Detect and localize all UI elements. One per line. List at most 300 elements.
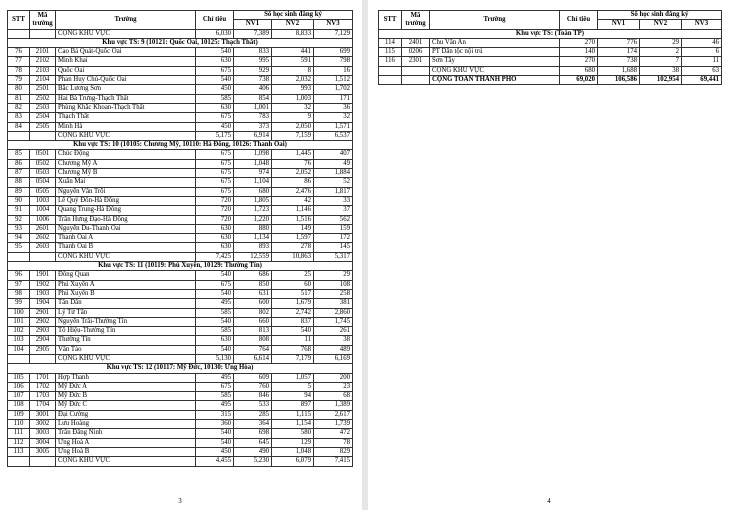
row-nv2: 149 (272, 224, 314, 233)
total-nv2: 8,833 (272, 29, 314, 38)
row-stt: 96 (8, 271, 30, 280)
row-stt: 90 (8, 196, 30, 205)
row-quota: 675 (196, 280, 234, 289)
row-stt: 97 (8, 280, 30, 289)
empty-cell (8, 354, 30, 363)
row-school-name: Quốc Oai (56, 66, 196, 75)
row-school-code: 1006 (30, 215, 56, 224)
row-school-name: Mỹ Đức B (56, 392, 196, 401)
row-nv2: 1,057 (272, 373, 314, 382)
row-school-name: Chương Mỹ B (56, 169, 196, 178)
total-nv3: 6,537 (314, 131, 353, 140)
row-nv3: 258 (314, 289, 353, 298)
total-quota: 680 (560, 66, 598, 75)
total-quota: 7,425 (196, 252, 234, 261)
row-quota: 675 (196, 382, 234, 391)
row-nv1: 686 (234, 271, 272, 280)
region-header-row (8, 262, 353, 271)
col-stt: STT (379, 11, 402, 30)
row-nv3: 1,571 (314, 122, 353, 131)
row-quota: 630 (196, 234, 234, 243)
row-nv2: 2,742 (272, 308, 314, 317)
region-header-row (8, 141, 353, 150)
row-school-code: 2102 (30, 57, 56, 66)
table-row (8, 299, 353, 308)
row-nv2: 1,115 (272, 410, 314, 419)
empty-cell (379, 66, 402, 75)
row-nv3: 11 (682, 57, 722, 66)
subtotal-row (8, 457, 353, 466)
row-quota: 450 (196, 85, 234, 94)
row-nv2: 540 (272, 327, 314, 336)
row-quota: 315 (196, 410, 234, 419)
row-nv1: 1,048 (234, 159, 272, 168)
empty-cell (402, 76, 430, 85)
row-school-name: Mỹ Đức C (56, 401, 196, 410)
row-school-name: Thạch Thất (56, 113, 196, 122)
subtotal-row (8, 252, 353, 261)
table-row (379, 38, 722, 47)
row-nv2: 86 (272, 178, 314, 187)
left-table-body (8, 29, 353, 466)
row-nv1: 1,220 (234, 215, 272, 224)
row-stt: 106 (8, 382, 30, 391)
row-nv3: 489 (314, 345, 353, 354)
row-school-name: Hai Bà Trưng-Thạch Thất (56, 94, 196, 103)
row-nv2: 32 (272, 103, 314, 112)
table-row (8, 57, 353, 66)
row-school-code: 1702 (30, 382, 56, 391)
total-nv1: 106,586 (598, 76, 640, 85)
row-nv1: 764 (234, 345, 272, 354)
table-row (8, 420, 353, 429)
row-nv1: 808 (234, 336, 272, 345)
region-header-row (379, 29, 722, 38)
row-school-name: Lê Quý Đôn-Hà Đông (56, 196, 196, 205)
row-nv1: 680 (234, 187, 272, 196)
row-nv3: 68 (314, 392, 353, 401)
row-school-code: 2505 (30, 122, 56, 131)
row-stt: 84 (8, 122, 30, 131)
empty-cell (30, 29, 56, 38)
col-stt: STT (8, 11, 30, 30)
col-code: Mã trường (30, 11, 56, 30)
row-school-code: 0504 (30, 178, 56, 187)
row-stt: 93 (8, 224, 30, 233)
row-school-name: Phú Xuyên A (56, 280, 196, 289)
row-nv1: 490 (234, 447, 272, 456)
row-nv1: 813 (234, 327, 272, 336)
row-nv3: 78 (314, 438, 353, 447)
row-school-code: 3001 (30, 410, 56, 419)
row-nv1: 1,104 (234, 178, 272, 187)
subtotal-row (379, 66, 722, 75)
row-stt: 95 (8, 243, 30, 252)
table-row (8, 206, 353, 215)
row-stt: 77 (8, 57, 30, 66)
row-nv2: 2,032 (272, 76, 314, 85)
row-nv3: 381 (314, 299, 353, 308)
table-row (8, 410, 353, 419)
row-stt: 87 (8, 169, 30, 178)
row-nv1: 609 (234, 373, 272, 382)
region-title: Khu vực TS: 11 (10119: Phú Xuyên, 10129: Thường Tín) (8, 262, 353, 271)
row-school-name: Thanh Oai B (56, 243, 196, 252)
region-header-row (8, 364, 353, 373)
row-school-code: 2501 (30, 85, 56, 94)
row-nv2: 993 (272, 85, 314, 94)
row-school-name: Nguyễn Văn Trỗi (56, 187, 196, 196)
row-school-code: 2401 (402, 38, 430, 47)
row-nv3: 52 (314, 178, 353, 187)
row-quota: 140 (560, 48, 598, 57)
page-3 (0, 0, 362, 510)
row-stt: 115 (379, 48, 402, 57)
row-nv2: 837 (272, 317, 314, 326)
row-school-code: 0502 (30, 159, 56, 168)
row-school-name: Thường Tín (56, 336, 196, 345)
total-label: CỘNG TOÀN THÀNH PHỐ (430, 76, 560, 85)
table-row (8, 48, 353, 57)
row-school-name: Sơn Tây (430, 57, 560, 66)
total-nv3: 69,441 (682, 76, 722, 85)
row-quota: 540 (196, 48, 234, 57)
row-nv3: 1,512 (314, 76, 353, 85)
row-school-name: Phan Huy Chú-Quốc Oai (56, 76, 196, 85)
row-nv2: 129 (272, 438, 314, 447)
row-school-code: 3003 (30, 429, 56, 438)
row-nv3: 49 (314, 159, 353, 168)
row-nv1: 645 (234, 438, 272, 447)
col-quota: Chỉ tiêu (196, 11, 234, 30)
row-school-code: 2905 (30, 345, 56, 354)
row-nv1: 631 (234, 289, 272, 298)
empty-cell (402, 66, 430, 75)
row-stt: 109 (8, 410, 30, 419)
empty-cell (30, 131, 56, 140)
row-nv2: 441 (272, 48, 314, 57)
row-nv3: 1,884 (314, 169, 353, 178)
row-quota: 585 (196, 327, 234, 336)
row-stt: 112 (8, 438, 30, 447)
empty-cell (8, 457, 30, 466)
row-nv1: 1,805 (234, 196, 272, 205)
row-school-name: Chương Mỹ A (56, 159, 196, 168)
row-school-code: 3002 (30, 420, 56, 429)
col-school: Trường (56, 11, 196, 30)
row-school-name: Phùng Khắc Khoan-Thạch Thất (56, 103, 196, 112)
region-title: Khu vực TS: 12 (10117: Mỹ Đức, 10130: Ứng Hòa) (8, 364, 353, 373)
row-nv1: 406 (234, 85, 272, 94)
row-nv3: 171 (314, 94, 353, 103)
total-label: CỘNG KHU VỰC (56, 131, 196, 140)
table-row (8, 196, 353, 205)
row-quota: 540 (196, 289, 234, 298)
table-row (8, 150, 353, 159)
row-school-code: 0501 (30, 150, 56, 159)
row-school-code: 2301 (402, 57, 430, 66)
row-stt: 102 (8, 327, 30, 336)
row-nv3: 472 (314, 429, 353, 438)
row-stt: 116 (379, 57, 402, 66)
row-nv3: 1,745 (314, 317, 353, 326)
row-stt: 110 (8, 420, 30, 429)
row-nv3: 32 (314, 113, 353, 122)
row-quota: 675 (196, 178, 234, 187)
total-label: CỘNG KHU VỰC (56, 354, 196, 363)
row-quota: 585 (196, 94, 234, 103)
row-nv3: 38 (314, 336, 353, 345)
total-nv3: 63 (682, 66, 722, 75)
row-stt: 99 (8, 299, 30, 308)
total-nv2: 6,079 (272, 457, 314, 466)
row-stt: 79 (8, 76, 30, 85)
table-row (8, 447, 353, 456)
row-school-name: Đồng Quan (56, 271, 196, 280)
row-stt: 108 (8, 401, 30, 410)
row-nv3: 1,389 (314, 401, 353, 410)
col-nv2: NV2 (640, 20, 682, 29)
total-quota: 69,020 (560, 76, 598, 85)
row-nv2: 1,516 (272, 215, 314, 224)
subtotal-row (8, 354, 353, 363)
row-school-code: 1904 (30, 299, 56, 308)
col-nv1: NV1 (598, 20, 640, 29)
row-school-code: 2901 (30, 308, 56, 317)
row-school-code: 3004 (30, 438, 56, 447)
row-quota: 270 (560, 38, 598, 47)
row-stt: 105 (8, 373, 30, 382)
row-school-code: 2503 (30, 103, 56, 112)
row-quota: 630 (196, 103, 234, 112)
row-quota: 540 (196, 429, 234, 438)
row-nv1: 174 (598, 48, 640, 57)
row-school-name: Bắc Lương Sơn (56, 85, 196, 94)
row-stt: 104 (8, 345, 30, 354)
empty-cell (30, 457, 56, 466)
total-nv1: 1,688 (598, 66, 640, 75)
row-nv3: 699 (314, 48, 353, 57)
row-school-name: Minh Khai (56, 57, 196, 66)
row-school-code: 0503 (30, 169, 56, 178)
row-quota: 495 (196, 299, 234, 308)
row-school-name: Lưu Hoàng (56, 420, 196, 429)
empty-cell (8, 252, 30, 261)
row-school-name: Nguyễn Du-Thanh Oai (56, 224, 196, 233)
row-nv1: 760 (234, 382, 272, 391)
row-school-code: 2904 (30, 336, 56, 345)
row-nv1: 1,001 (234, 103, 272, 112)
row-quota: 630 (196, 57, 234, 66)
row-nv2: 591 (272, 57, 314, 66)
col-registered: Số học sinh đăng ký (234, 11, 353, 20)
row-quota: 540 (196, 345, 234, 354)
table-row (8, 76, 353, 85)
row-nv3: 562 (314, 215, 353, 224)
row-school-name: Quang Trung-Hà Đông (56, 206, 196, 215)
table-row (8, 122, 353, 131)
row-quota: 675 (196, 150, 234, 159)
row-quota: 675 (196, 113, 234, 122)
total-quota: 5,175 (196, 131, 234, 140)
table-row (8, 94, 353, 103)
row-quota: 585 (196, 308, 234, 317)
row-nv1: 738 (598, 57, 640, 66)
table-row (8, 345, 353, 354)
row-quota: 540 (196, 76, 234, 85)
row-nv1: 600 (234, 299, 272, 308)
row-nv2: 8 (272, 66, 314, 75)
page-number-3: 3 (178, 497, 182, 505)
grand-total-row (379, 76, 722, 85)
row-nv2: 5 (272, 382, 314, 391)
row-school-name: Phú Xuyên B (56, 289, 196, 298)
row-stt: 107 (8, 392, 30, 401)
row-quota: 720 (196, 215, 234, 224)
left-table (7, 10, 353, 467)
total-nv3: 5,317 (314, 252, 353, 261)
row-school-name: Chúc Động (56, 150, 196, 159)
row-nv3: 23 (314, 382, 353, 391)
empty-cell (8, 29, 30, 38)
row-nv3: 36 (314, 103, 353, 112)
row-nv1: 738 (234, 76, 272, 85)
table-row (8, 438, 353, 447)
table-row (8, 113, 353, 122)
row-school-name: Nguyễn Trãi-Thường Tín (56, 317, 196, 326)
table-row (8, 280, 353, 289)
row-school-code: 2101 (30, 48, 56, 57)
table-row (8, 243, 353, 252)
row-nv2: 1,003 (272, 94, 314, 103)
row-school-code: 2903 (30, 327, 56, 336)
total-nv2: 10,863 (272, 252, 314, 261)
row-school-code: 1901 (30, 271, 56, 280)
region-title: Khu vực TS: 9 (10121: Quốc Oai, 10125: Thạch Thất) (8, 38, 353, 47)
row-stt: 81 (8, 94, 30, 103)
row-stt: 98 (8, 289, 30, 298)
col-nv3: NV3 (314, 20, 353, 29)
row-nv2: 1,597 (272, 234, 314, 243)
col-quota: Chỉ tiêu (560, 11, 598, 30)
row-stt: 80 (8, 85, 30, 94)
row-quota: 540 (196, 317, 234, 326)
row-nv3: 46 (682, 38, 722, 47)
row-quota: 540 (196, 438, 234, 447)
row-nv1: 285 (234, 410, 272, 419)
total-nv3: 7,129 (314, 29, 353, 38)
row-school-name: Tân Dân (56, 299, 196, 308)
row-quota: 495 (196, 373, 234, 382)
row-stt: 83 (8, 113, 30, 122)
row-stt: 82 (8, 103, 30, 112)
row-nv1: 802 (234, 308, 272, 317)
row-nv3: 33 (314, 196, 353, 205)
row-stt: 101 (8, 317, 30, 326)
region-header-row (8, 38, 353, 47)
table-row (8, 187, 353, 196)
row-nv2: 2,476 (272, 187, 314, 196)
row-school-code: 1704 (30, 401, 56, 410)
row-nv2: 9 (272, 113, 314, 122)
total-nv2: 102,954 (640, 76, 682, 85)
total-nv1: 6,614 (234, 354, 272, 363)
row-school-name: Ứng Hoà A (56, 438, 196, 447)
row-nv2: 517 (272, 289, 314, 298)
row-school-name: Xuân Mai (56, 178, 196, 187)
table-row (8, 336, 353, 345)
row-nv2: 25 (272, 271, 314, 280)
row-stt: 94 (8, 234, 30, 243)
row-nv3: 829 (314, 447, 353, 456)
row-stt: 111 (8, 429, 30, 438)
row-nv1: 854 (234, 94, 272, 103)
row-nv3: 29 (314, 271, 353, 280)
total-nv1: 6,914 (234, 131, 272, 140)
row-school-code: 2104 (30, 76, 56, 85)
row-nv1: 880 (234, 224, 272, 233)
row-nv1: 850 (234, 280, 272, 289)
row-school-name: Đại Cường (56, 410, 196, 419)
right-table-body (379, 29, 722, 85)
row-stt: 86 (8, 159, 30, 168)
table-row (8, 327, 353, 336)
row-nv1: 533 (234, 401, 272, 410)
row-nv2: 42 (272, 196, 314, 205)
col-nv1: NV1 (234, 20, 272, 29)
total-label: CỘNG KHU VỰC (430, 66, 560, 75)
header-row-top (379, 11, 722, 20)
total-quota: 5,130 (196, 354, 234, 363)
row-quota: 540 (196, 271, 234, 280)
row-nv3: 145 (314, 243, 353, 252)
row-nv1: 1,134 (234, 234, 272, 243)
total-label: CỘNG KHU VỰC (56, 252, 196, 261)
row-nv1: 698 (234, 429, 272, 438)
row-school-name: Trần Hưng Đạo-Hà Đông (56, 215, 196, 224)
row-stt: 103 (8, 336, 30, 345)
row-school-name: Tô Hiệu-Thường Tín (56, 327, 196, 336)
table-row (8, 215, 353, 224)
row-nv1: 929 (234, 66, 272, 75)
row-school-code: 2502 (30, 94, 56, 103)
row-quota: 270 (560, 57, 598, 66)
subtotal-row (8, 29, 353, 38)
row-nv3: 6 (682, 48, 722, 57)
row-school-code: 0206 (402, 48, 430, 57)
empty-cell (30, 252, 56, 261)
row-nv3: 200 (314, 373, 353, 382)
total-label: CỘNG KHU VỰC (56, 457, 196, 466)
row-nv2: 1,048 (272, 447, 314, 456)
row-quota: 675 (196, 169, 234, 178)
row-school-name: Minh Hà (56, 122, 196, 131)
table-row (379, 57, 722, 66)
row-nv3: 798 (314, 57, 353, 66)
row-school-code: 1003 (30, 196, 56, 205)
table-row (8, 178, 353, 187)
total-quota: 6,030 (196, 29, 234, 38)
empty-cell (379, 76, 402, 85)
row-nv3: 1,702 (314, 85, 353, 94)
table-row (8, 66, 353, 75)
row-nv2: 94 (272, 392, 314, 401)
row-school-code: 0505 (30, 187, 56, 196)
row-nv1: 1,098 (234, 150, 272, 159)
row-nv2: 1,445 (272, 150, 314, 159)
row-nv3: 159 (314, 224, 353, 233)
row-nv1: 660 (234, 317, 272, 326)
